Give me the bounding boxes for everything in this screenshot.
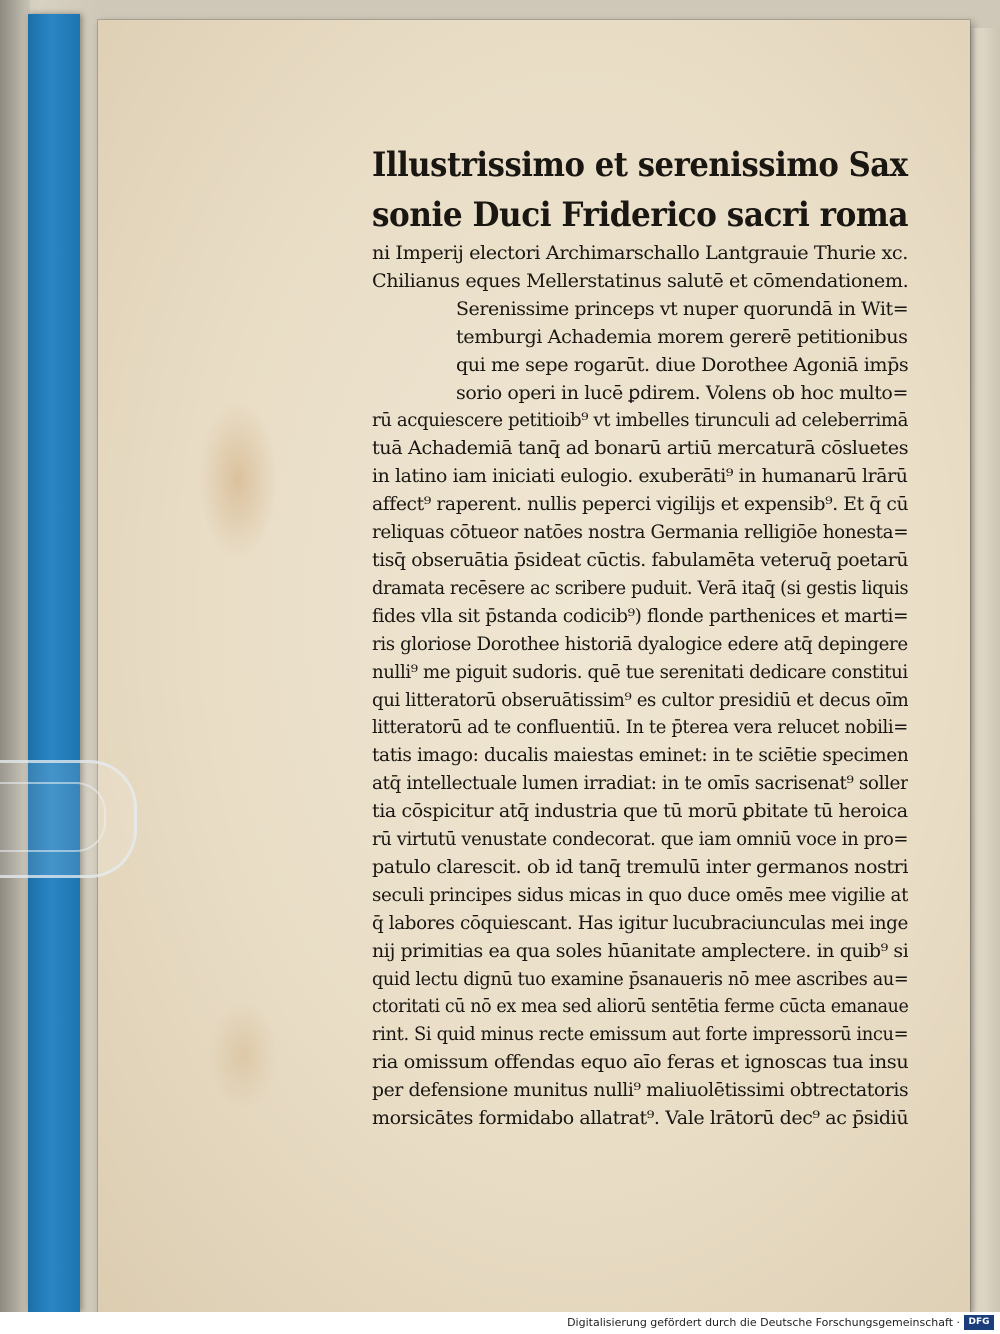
text-line: nulli⁹ me piguit sudoris. quē tue serenitati dedicare constitui [372, 661, 908, 683]
headline-line: Illustrissimo et serenissimo Sax [372, 145, 908, 185]
paper-clip-inner [0, 782, 106, 852]
footer-bar [0, 1312, 1000, 1334]
water-stain [208, 1000, 278, 1110]
text-line: atq̄ intellectuale lumen irradiat: in te omīs sacrisenat⁹ soller [372, 773, 908, 795]
text-line: litteratorū ad te confluentiū. In te p̄terea vera relucet nobili= [372, 717, 908, 739]
text-line: rū virtutū venustate condecorat. que iam omniū voce in pro= [372, 829, 908, 851]
text-line: tisq̄ obseruātia p̄sideat cūctis. fabulamēta veteruq̄ poetarū [372, 549, 908, 571]
text-line: affect⁹ raperent. nullis peperci vigilijs et expensib⁹. Et q̄ cū [372, 494, 908, 516]
page-text [372, 140, 908, 1133]
text-line: ni Imperij electori Archimarschallo Lantgrauie Thurie xc. [372, 243, 908, 264]
text-line: ris gloriose Dorothee historiā dyalogice edere atq̄ depingere [372, 633, 908, 655]
body-text [372, 240, 908, 1133]
text-line: dramata recēsere ac scribere puduit. Verā itaq̄ (si gestis liquis [372, 577, 908, 599]
text-line: nij primitias ea qua soles hūanitate amplectere. in quib⁹ si [372, 940, 908, 962]
text-line: qui me sepe rogarūt. diue Dorothee Agoniā imp̄s [456, 354, 908, 376]
text-line: rint. Si quid minus recte emissum aut forte impressorū incu= [372, 1024, 908, 1046]
water-stain [198, 400, 278, 560]
text-line: seculi principes sidus micas in quo duce omēs mee vigilie at [372, 884, 908, 906]
text-line: qui litteratorū obseruātissim⁹ es cultor presidiū et decus oīm [372, 689, 908, 711]
text-line: tatis imago: ducalis maiestas eminet: in te sciētie specimen [372, 745, 908, 767]
text-line: tuā Achademiā tanq̄ ad bonarū artiū mercaturā cōsluetes [372, 438, 908, 460]
text-line: sorio operi in lucē ꝑdirem. Volens ob hoc multo= [456, 382, 908, 404]
text-line: per defensione munitus nulli⁹ maliuolētissimi obtrectatoris [372, 1080, 908, 1102]
text-line: morsicātes formidabo allatrat⁹. Vale lrātorū dec⁹ ac p̄sidiū [372, 1108, 908, 1130]
headline-line: sonie Duci Friderico sacri roma [372, 195, 909, 235]
text-line: temburgi Achademia morem gererē petitionibus [456, 326, 908, 348]
text-line: tia cōspicitur atq̄ industria que tū morū ꝑbitate tū heroica [372, 801, 908, 823]
text-line: ctoritati cū nō ex mea sed aliorū sentētia ferme cūcta emanaue [372, 996, 908, 1018]
text-line: rū acquiescere petitioib⁹ vt imbelles tirunculi ad celeberrimā [372, 410, 908, 432]
footer-credit: Digitalisierung gefördert durch die Deutsche Forschungsgemeinschaft · [567, 1316, 960, 1329]
text-line: in latino iam iniciati eulogio. exuberāti⁹ in humanarū lrārū [372, 466, 908, 488]
folder-edge [0, 0, 30, 1312]
text-line: patulo clarescit. ob id tanq̄ tremulū inter germanos nostri [372, 856, 908, 878]
text-line: Chilianus eques Mellerstatinus salutē et cōmendationem. [372, 270, 908, 292]
text-line: q̄ labores cōquiescant. Has igitur lucubraciunculas mei inge [372, 912, 908, 934]
text-line: ria omissum offendas equo aīo feras et ignoscas tua insu [372, 1052, 908, 1074]
text-line: Serenissime princeps vt nuper quorundā in Wit= [456, 298, 908, 320]
text-line: reliquas cōtueor natōes nostra Germania relligiōe honesta= [372, 522, 908, 544]
dfg-logo: DFG [964, 1315, 994, 1330]
text-line: quid lectu dignū tuo examine p̄sanaueris nō mee ascribes au= [372, 968, 908, 990]
text-line: fides vlla sit p̄standa codicib⁹) flonde parthenices et marti= [372, 605, 908, 627]
blue-folder-strip [28, 14, 80, 1312]
